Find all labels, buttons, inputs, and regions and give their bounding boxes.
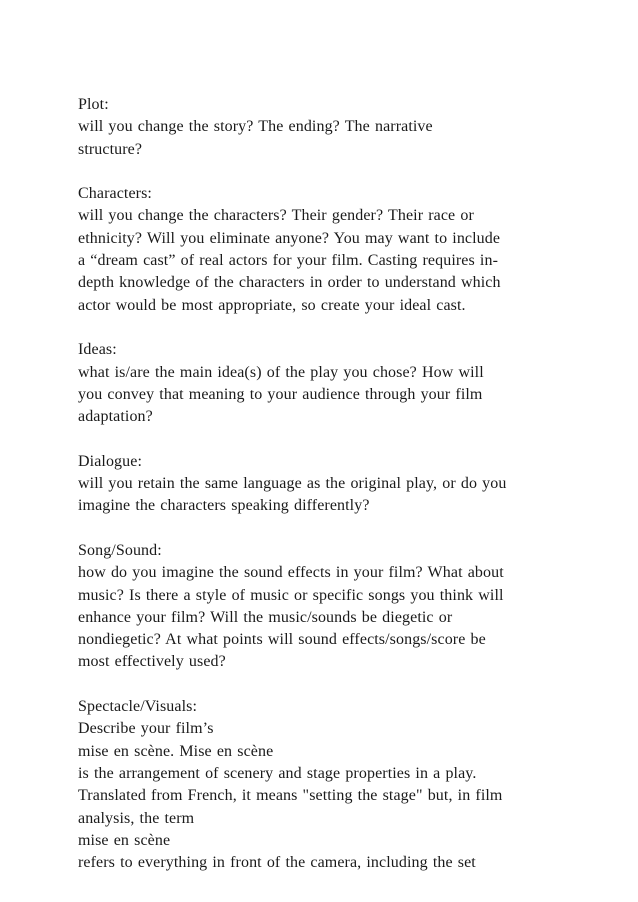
body-line: is the arrangement of scenery and stage properties in a play. xyxy=(78,764,477,782)
body-line: enhance your film? Will the music/sounds be diegetic or xyxy=(78,608,453,626)
body-line: you convey that meaning to your audience through your film xyxy=(78,385,483,403)
body-line: structure? xyxy=(78,140,143,158)
section-heading: Song/Sound: xyxy=(78,541,162,559)
body-line: actor would be most appropriate, so create your ideal cast. xyxy=(78,296,466,314)
body-line: ethnicity? Will you eliminate anyone? You may want to include xyxy=(78,229,501,247)
section-heading: Ideas: xyxy=(78,341,117,359)
body-line: refers to everything in front of the camera, including the set xyxy=(78,854,476,872)
section-song-sound xyxy=(78,540,618,674)
body-line: nondiegetic? At what points will sound effects/songs/score be xyxy=(78,631,486,649)
section-heading: Characters: xyxy=(78,185,152,203)
section-heading: Dialogue: xyxy=(78,452,142,470)
body-line: imagine the characters speaking differently? xyxy=(78,497,370,515)
body-line: will you retain the same language as the original play, or do you xyxy=(78,475,507,493)
section-heading: Plot: xyxy=(78,96,109,113)
body-line: analysis, the term xyxy=(78,809,195,827)
body-line: adaptation? xyxy=(78,408,153,426)
body-line: a “dream cast” of real actors for your film. Casting requires in- xyxy=(78,252,499,270)
document-page xyxy=(78,94,618,897)
section-ideas xyxy=(78,339,618,428)
body-line: Describe your film’s xyxy=(78,720,214,738)
body-line: how do you imagine the sound effects in your film? What about xyxy=(78,564,504,582)
body-line: will you change the story? The ending? The narrative xyxy=(78,118,433,136)
section-spectacle-visuals xyxy=(78,696,618,874)
body-line: mise en scène xyxy=(78,831,171,849)
body-line: music? Is there a style of music or specific songs you think will xyxy=(78,586,504,604)
body-line: Translated from French, it means "setting the stage" but, in film xyxy=(78,787,503,805)
section-heading: Spectacle/Visuals: xyxy=(78,698,198,716)
body-line: mise en scène. Mise en scène xyxy=(78,742,274,760)
section-dialogue xyxy=(78,451,618,518)
section-plot xyxy=(78,94,618,161)
body-line: will you change the characters? Their gender? Their race or xyxy=(78,207,474,225)
body-line: most effectively used? xyxy=(78,653,226,671)
section-characters xyxy=(78,183,618,317)
body-line: what is/are the main idea(s) of the play you chose? How will xyxy=(78,363,484,381)
body-line: depth knowledge of the characters in order to understand which xyxy=(78,274,501,292)
